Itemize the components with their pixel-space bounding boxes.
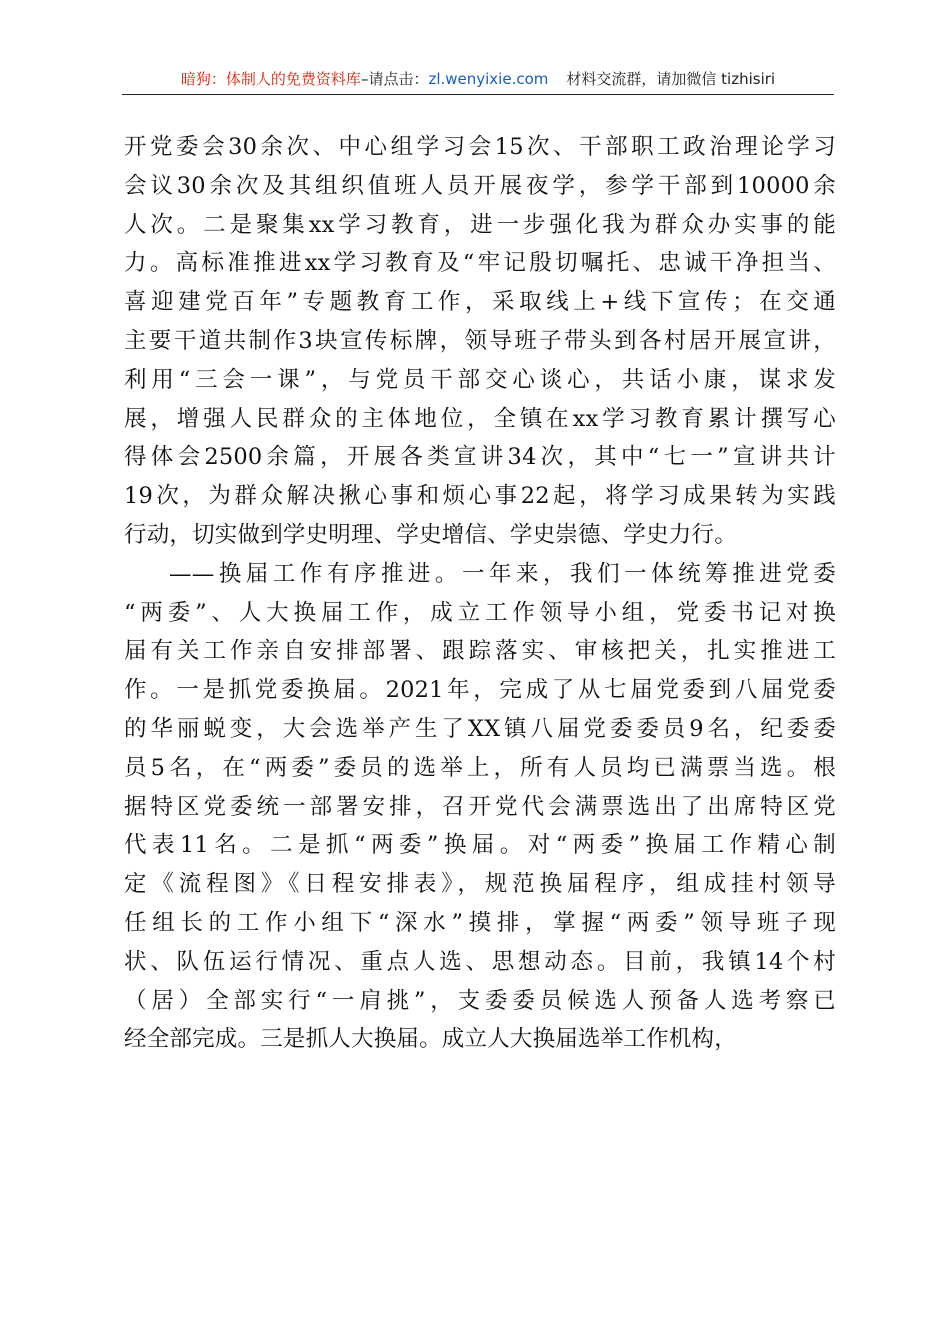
text-line: 会议30余次及其组织值班人员开展夜学，参学干部到10000余 (124, 172, 836, 199)
text-line: 经全部完成。三是抓人大换届。成立人大换届选举工作机构， (124, 1026, 737, 1053)
text-line: 19次，为群众解决揪心事和烦心事22起，将学习成果转为实践 (124, 483, 836, 510)
text-line: 代表11名。二是抓“两委”换届。对“两委”换届工作精心制 (124, 832, 836, 859)
paragraph-2 (124, 555, 836, 1059)
text-line: 作。一是抓党委换届。2021年，完成了从七届党委到八届党委 (124, 677, 836, 704)
paragraph-1 (124, 128, 836, 555)
document-body (124, 128, 836, 1059)
page-header (122, 64, 834, 95)
click-prompt: –请点击： (360, 70, 429, 88)
text-line: 行动，切实做到学史明理、学史增信、学史崇德、学史力行。 (124, 521, 737, 548)
site-link[interactable]: zl.wenyixie.com (428, 70, 549, 88)
text-line: 力。高标准推进xx学习教育及“牢记殷切嘱托、忠诚干净担当、 (124, 250, 836, 277)
text-line: 届有关工作亲自安排部署、跟踪落实、审核把关，扎实推进工 (124, 638, 836, 665)
text-line: ——换届工作有序推进。一年来，我们一体统筹推进党委 (169, 560, 836, 587)
text-line: 任组长的工作小组下“深水”摸排，掌握“两委”领导班子现 (124, 909, 836, 936)
wechat-contact: 材料交流群，请加微信 tizhisiri (566, 70, 776, 88)
text-line: 主要干道共制作3块宣传标牌，领导班子带头到各村居开展宣讲， (124, 327, 836, 354)
text-line: 的华丽蜕变，大会选举产生了XX镇八届党委委员9名，纪委委 (124, 715, 836, 742)
text-line: 定《流程图》《日程安排表》，规范换届程序，组成挂村领导 (124, 871, 836, 898)
text-line: （居）全部实行“一肩挑”，支委委员候选人预备人选考察已 (124, 987, 836, 1014)
text-line: 状、队伍运行情况、重点人选、思想动态。目前，我镇14个村 (124, 948, 836, 975)
text-line: 得体会2500余篇，开展各类宣讲34次，其中“七一”宣讲共计 (124, 444, 836, 471)
text-line: 开党委会30余次、中心组学习会15次、干部职工政治理论学习 (124, 134, 836, 160)
site-name: 暗狗：体制人的免费资料库 (180, 70, 361, 88)
text-line: 人次。二是聚集xx学习教育，进一步强化我为群众办实事的能 (124, 211, 836, 238)
text-line: 喜迎建党百年”专题教育工作，采取线上+线下宣传；在交通 (124, 289, 836, 316)
text-line: 展，增强人民群众的主体地位，全镇在xx学习教育累计撰写心 (124, 405, 836, 432)
text-line: 据特区党委统一部署安排，召开党代会满票选出了出席特区党 (124, 793, 836, 820)
text-line: “两委”、人大换届工作，成立工作领导小组，党委书记对换 (124, 599, 836, 626)
text-line: 员5名，在“两委”委员的选举上，所有人员均已满票当选。根 (124, 754, 836, 781)
text-line: 利用“三会一课”，与党员干部交心谈心，共话小康，谋求发 (124, 366, 836, 393)
